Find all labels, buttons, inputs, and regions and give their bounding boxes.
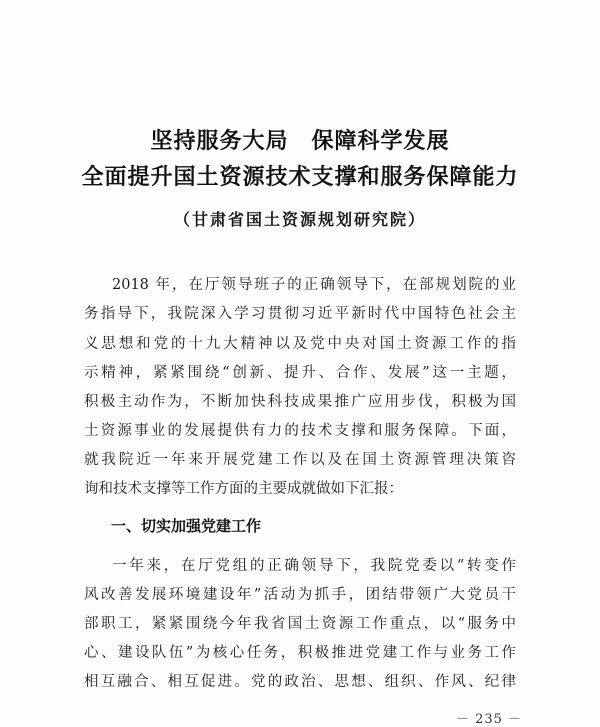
section-1-heading: 一、切实加强党建工作 (111, 517, 262, 535)
paragraph-2-line: 相互融合、相互促进。党的政治、思想、组织、作风、纪律 (84, 674, 516, 690)
paragraph-1-line: 示精神，紧紧围绕“创新、提升、合作、发展”这一主题， (84, 365, 516, 381)
paragraph-2-line: 一年来，在厅党组的正确领导下，我院党委以“转变作 (112, 558, 516, 574)
paragraph-1-line: 2018 年，在厅领导班子的正确领导下，在部规划院的业 (112, 277, 516, 293)
paragraph-1-line: 义思想和党的十九大精神以及党中央对国土资源工作的指 (84, 336, 516, 352)
document-subtitle: （甘肃省国土资源规划研究院） (173, 210, 426, 229)
paragraph-2-line: 部职工，紧紧围绕今年我省国土资源工作重点，以“服务中 (84, 616, 516, 632)
page-number: － 235 － (456, 712, 523, 727)
paragraph-1-line: 积极主动作为，不断加快科技成果推广应用步伐，积极为国 (84, 394, 516, 410)
paragraph-2-line: 风改善发展环境建设年”活动为抓手，团结带领广大党员干 (84, 587, 516, 603)
paragraph-1-line: 务指导下，我院深入学习贯彻习近平新时代中国特色社会主 (84, 306, 516, 322)
document-title-line-2: 全面提升国土资源技术支撑和服务保障能力 (81, 164, 519, 190)
document-title-line-1: 坚持服务大局 保障科学发展 (150, 128, 450, 154)
paragraph-2-line: 心、建设队伍”为核心任务，积极推进党建工作与业务工作 (84, 645, 516, 661)
paragraph-1-line: 就我院近一年来开展党建工作以及在国土资源管理决策咨 (84, 452, 516, 468)
paragraph-1-line: 询和技术支撑等工作方面的主要成就做如下汇报： (84, 481, 403, 497)
paragraph-1-line: 土资源事业的发展提供有力的技术支撑和服务保障。下面， (84, 423, 516, 439)
